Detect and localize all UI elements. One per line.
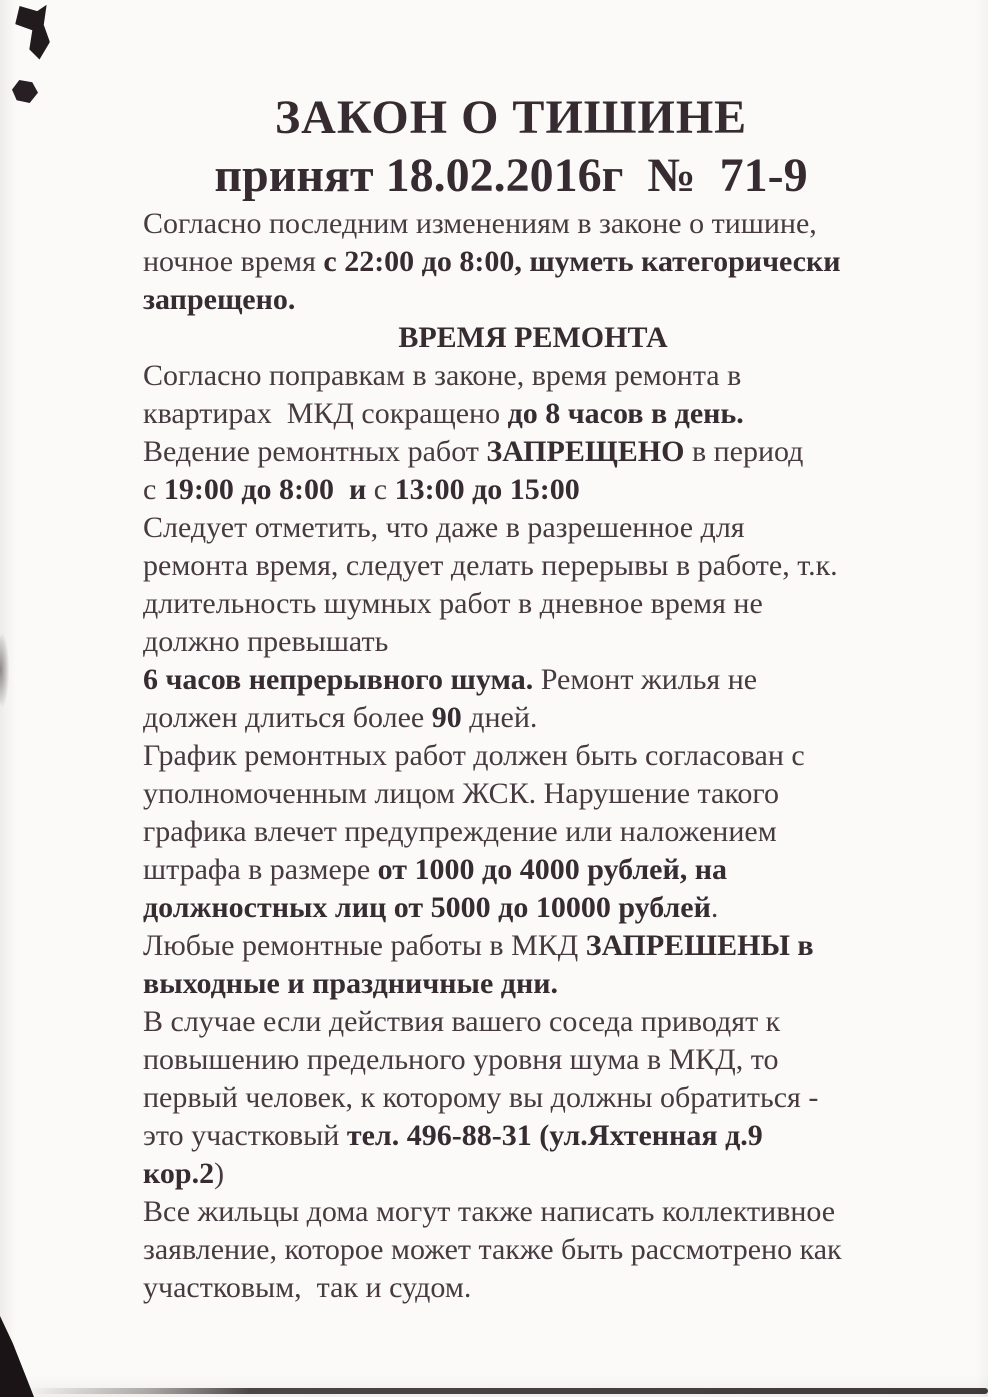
text-run: это участковый [143, 1119, 347, 1152]
text-run: должно превышать [143, 625, 389, 658]
text-line [143, 1269, 923, 1307]
text-line [143, 1193, 923, 1231]
text-line [143, 281, 923, 319]
text-run: График ремонтных работ должен быть согласован с [143, 739, 805, 772]
text-line [143, 357, 923, 395]
text-run-bold: кор.2 [143, 1157, 215, 1190]
text-line [143, 889, 923, 927]
text-run: Любые ремонтные работы в МКД [143, 929, 586, 962]
text-run: Согласно поправкам в законе, время ремонта в [143, 359, 742, 392]
text-line [143, 1079, 923, 1117]
text-line [143, 585, 923, 623]
text-line [143, 243, 923, 281]
text-run-bold: 13:00 до 15:00 [394, 473, 580, 506]
document-content [143, 89, 923, 1307]
text-run-bold: запрещено. [143, 283, 296, 316]
text-run-bold: 6 часов непрерывного шума. [143, 663, 534, 696]
text-line [143, 851, 923, 889]
text-run: первый человек, к которому вы должны обратиться - [143, 1081, 819, 1114]
text-run: штрафа в размере [143, 853, 378, 886]
text-run: участковым, так и судом. [143, 1271, 472, 1304]
text-run: квартирах МКД сокращено [143, 397, 508, 430]
text-run: должен длиться более [143, 701, 432, 734]
document-header [143, 89, 923, 205]
text-run: дней. [461, 701, 538, 734]
text-run-bold: от 1000 до 4000 рублей, на [377, 853, 728, 886]
text-line [143, 927, 923, 965]
text-run: ночное время [143, 245, 324, 278]
text-run: с [143, 473, 164, 506]
document-title: ЗАКОН О ТИШИНЕ [274, 91, 748, 144]
scan-artifact-top-left-1 [14, 4, 52, 62]
text-run: Согласно последним изменениям в законе о тишине, [143, 207, 817, 240]
text-run: заявление, которое может также быть рассмотрено как [143, 1233, 842, 1266]
text-run: графика влечет предупреждение или наложением [143, 815, 777, 848]
text-line [143, 1003, 923, 1041]
text-run: В случае если действия вашего соседа приводят к [143, 1005, 781, 1038]
text-run-bold: с 22:00 до 8:00, шуметь категорически [323, 245, 841, 278]
text-run: с [373, 473, 395, 506]
text-line [143, 813, 923, 851]
scan-artifact-top-left-2 [12, 80, 38, 103]
text-run-bold: должностных лиц от 5000 до 10000 рублей [143, 891, 711, 924]
text-run: ) [214, 1157, 225, 1190]
text-line [143, 1041, 923, 1079]
document-subtitle: принят 18.02.2016г № 71-9 [214, 149, 808, 202]
text-run: Ведение ремонтных работ [143, 435, 487, 468]
text-line [143, 965, 923, 1003]
text-run: Все жильцы дома могут также написать коллективное [143, 1195, 836, 1228]
text-line [143, 205, 923, 243]
text-line [143, 775, 923, 813]
text-run-bold: ЗАПРЕЩЕНО [486, 435, 685, 468]
text-line [143, 433, 923, 471]
text-run-bold: 19:00 до 8:00 и [163, 473, 374, 506]
text-run: Ремонт жилья не [533, 663, 758, 696]
text-line [143, 509, 923, 547]
scan-artifact-bottom-left [0, 1316, 34, 1397]
scan-artifact-bottom-edge [30, 1388, 988, 1394]
text-run-bold: тел. 496-88-31 (ул.Яхтенная д.9 [346, 1119, 763, 1152]
text-run: Следует отметить, что даже в разрешенное для [143, 511, 745, 544]
text-line [143, 471, 923, 509]
text-line [143, 737, 923, 775]
document-body [143, 205, 923, 1307]
text-run: уполномоченным лицом ЖСК. Нарушение такого [143, 777, 779, 810]
text-line [143, 319, 923, 357]
text-run: длительность шумных работ в дневное время не [143, 587, 763, 620]
text-line [143, 1117, 923, 1155]
text-line [143, 623, 923, 661]
text-line [143, 547, 923, 585]
text-run-bold: ВРЕМЯ РЕМОНТА [398, 321, 668, 354]
text-run-bold: выходные и праздничные дни. [143, 967, 559, 1000]
scan-artifact-mid-left [0, 633, 9, 707]
text-line [143, 661, 923, 699]
text-run: в период [684, 435, 804, 468]
text-line [143, 1231, 923, 1269]
text-run-bold: 90 [431, 701, 462, 734]
text-line [143, 395, 923, 433]
text-line [143, 1155, 923, 1193]
text-run: повышению предельного уровня шума в МКД, то [143, 1043, 779, 1076]
text-run-bold: до 8 часов в день. [507, 397, 744, 430]
text-run-bold: ЗАПРЕШЕНЫ в [585, 929, 814, 962]
text-run: . [710, 891, 719, 924]
text-run: ремонта время, следует делать перерывы в работе, т.к. [143, 549, 838, 582]
text-line [143, 699, 923, 737]
